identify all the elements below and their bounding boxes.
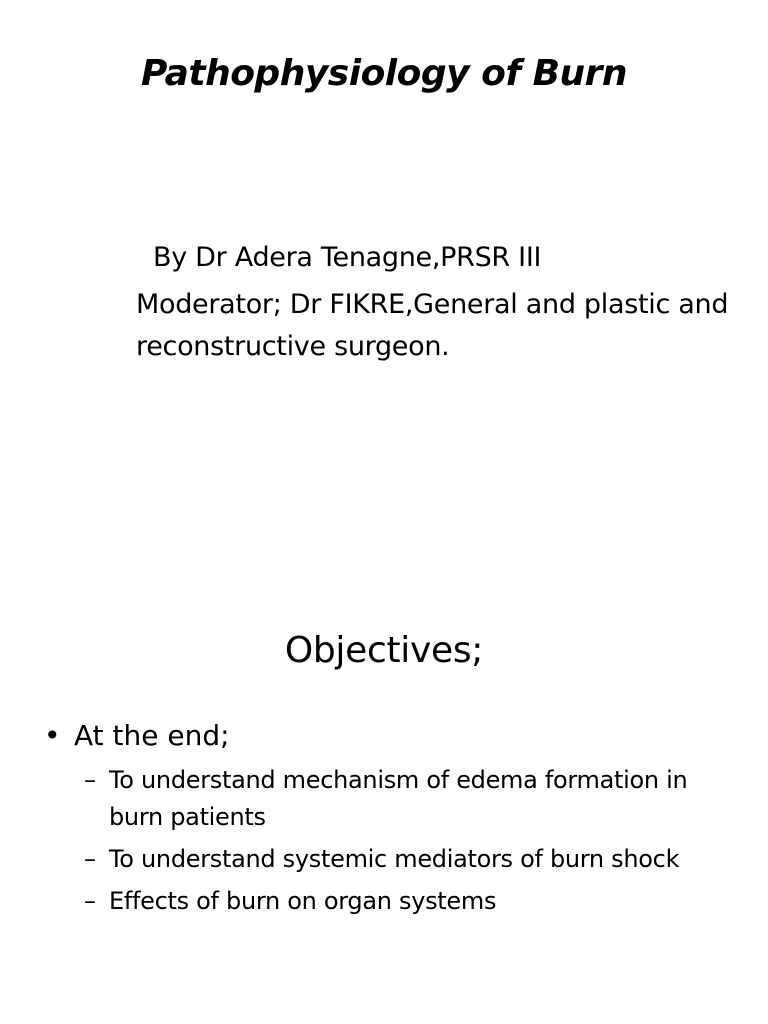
- sub-bullet-text: To understand systemic mediators of burn shock: [109, 845, 680, 873]
- moderator-line: Moderator; Dr FIKRE,General and plastic and reconstructive surgeon.: [136, 289, 729, 362]
- slide-title-heading: Pathophysiology of Burn: [140, 53, 628, 94]
- sub-bullet-item: [84, 883, 734, 920]
- slide-objectives: [0, 512, 768, 1024]
- dash-marker: –: [84, 845, 96, 873]
- objectives-heading: Objectives;: [284, 630, 484, 671]
- bullet-text: At the end;: [74, 719, 230, 752]
- dash-marker: –: [84, 887, 96, 915]
- sub-bullet-item: [84, 762, 734, 836]
- bullet-item: [44, 716, 230, 756]
- sub-bullet-text: To understand mechanism of edema formation in burn patients: [109, 766, 688, 831]
- sub-bullet-item: [84, 841, 734, 878]
- sub-bullet-text: Effects of burn on organ systems: [109, 887, 497, 915]
- sub-bullet-list: [84, 762, 734, 925]
- author-line: By Dr Adera Tenagne,PRSR III: [153, 242, 542, 273]
- dash-marker: –: [84, 766, 96, 794]
- bullet-marker: •: [44, 719, 61, 752]
